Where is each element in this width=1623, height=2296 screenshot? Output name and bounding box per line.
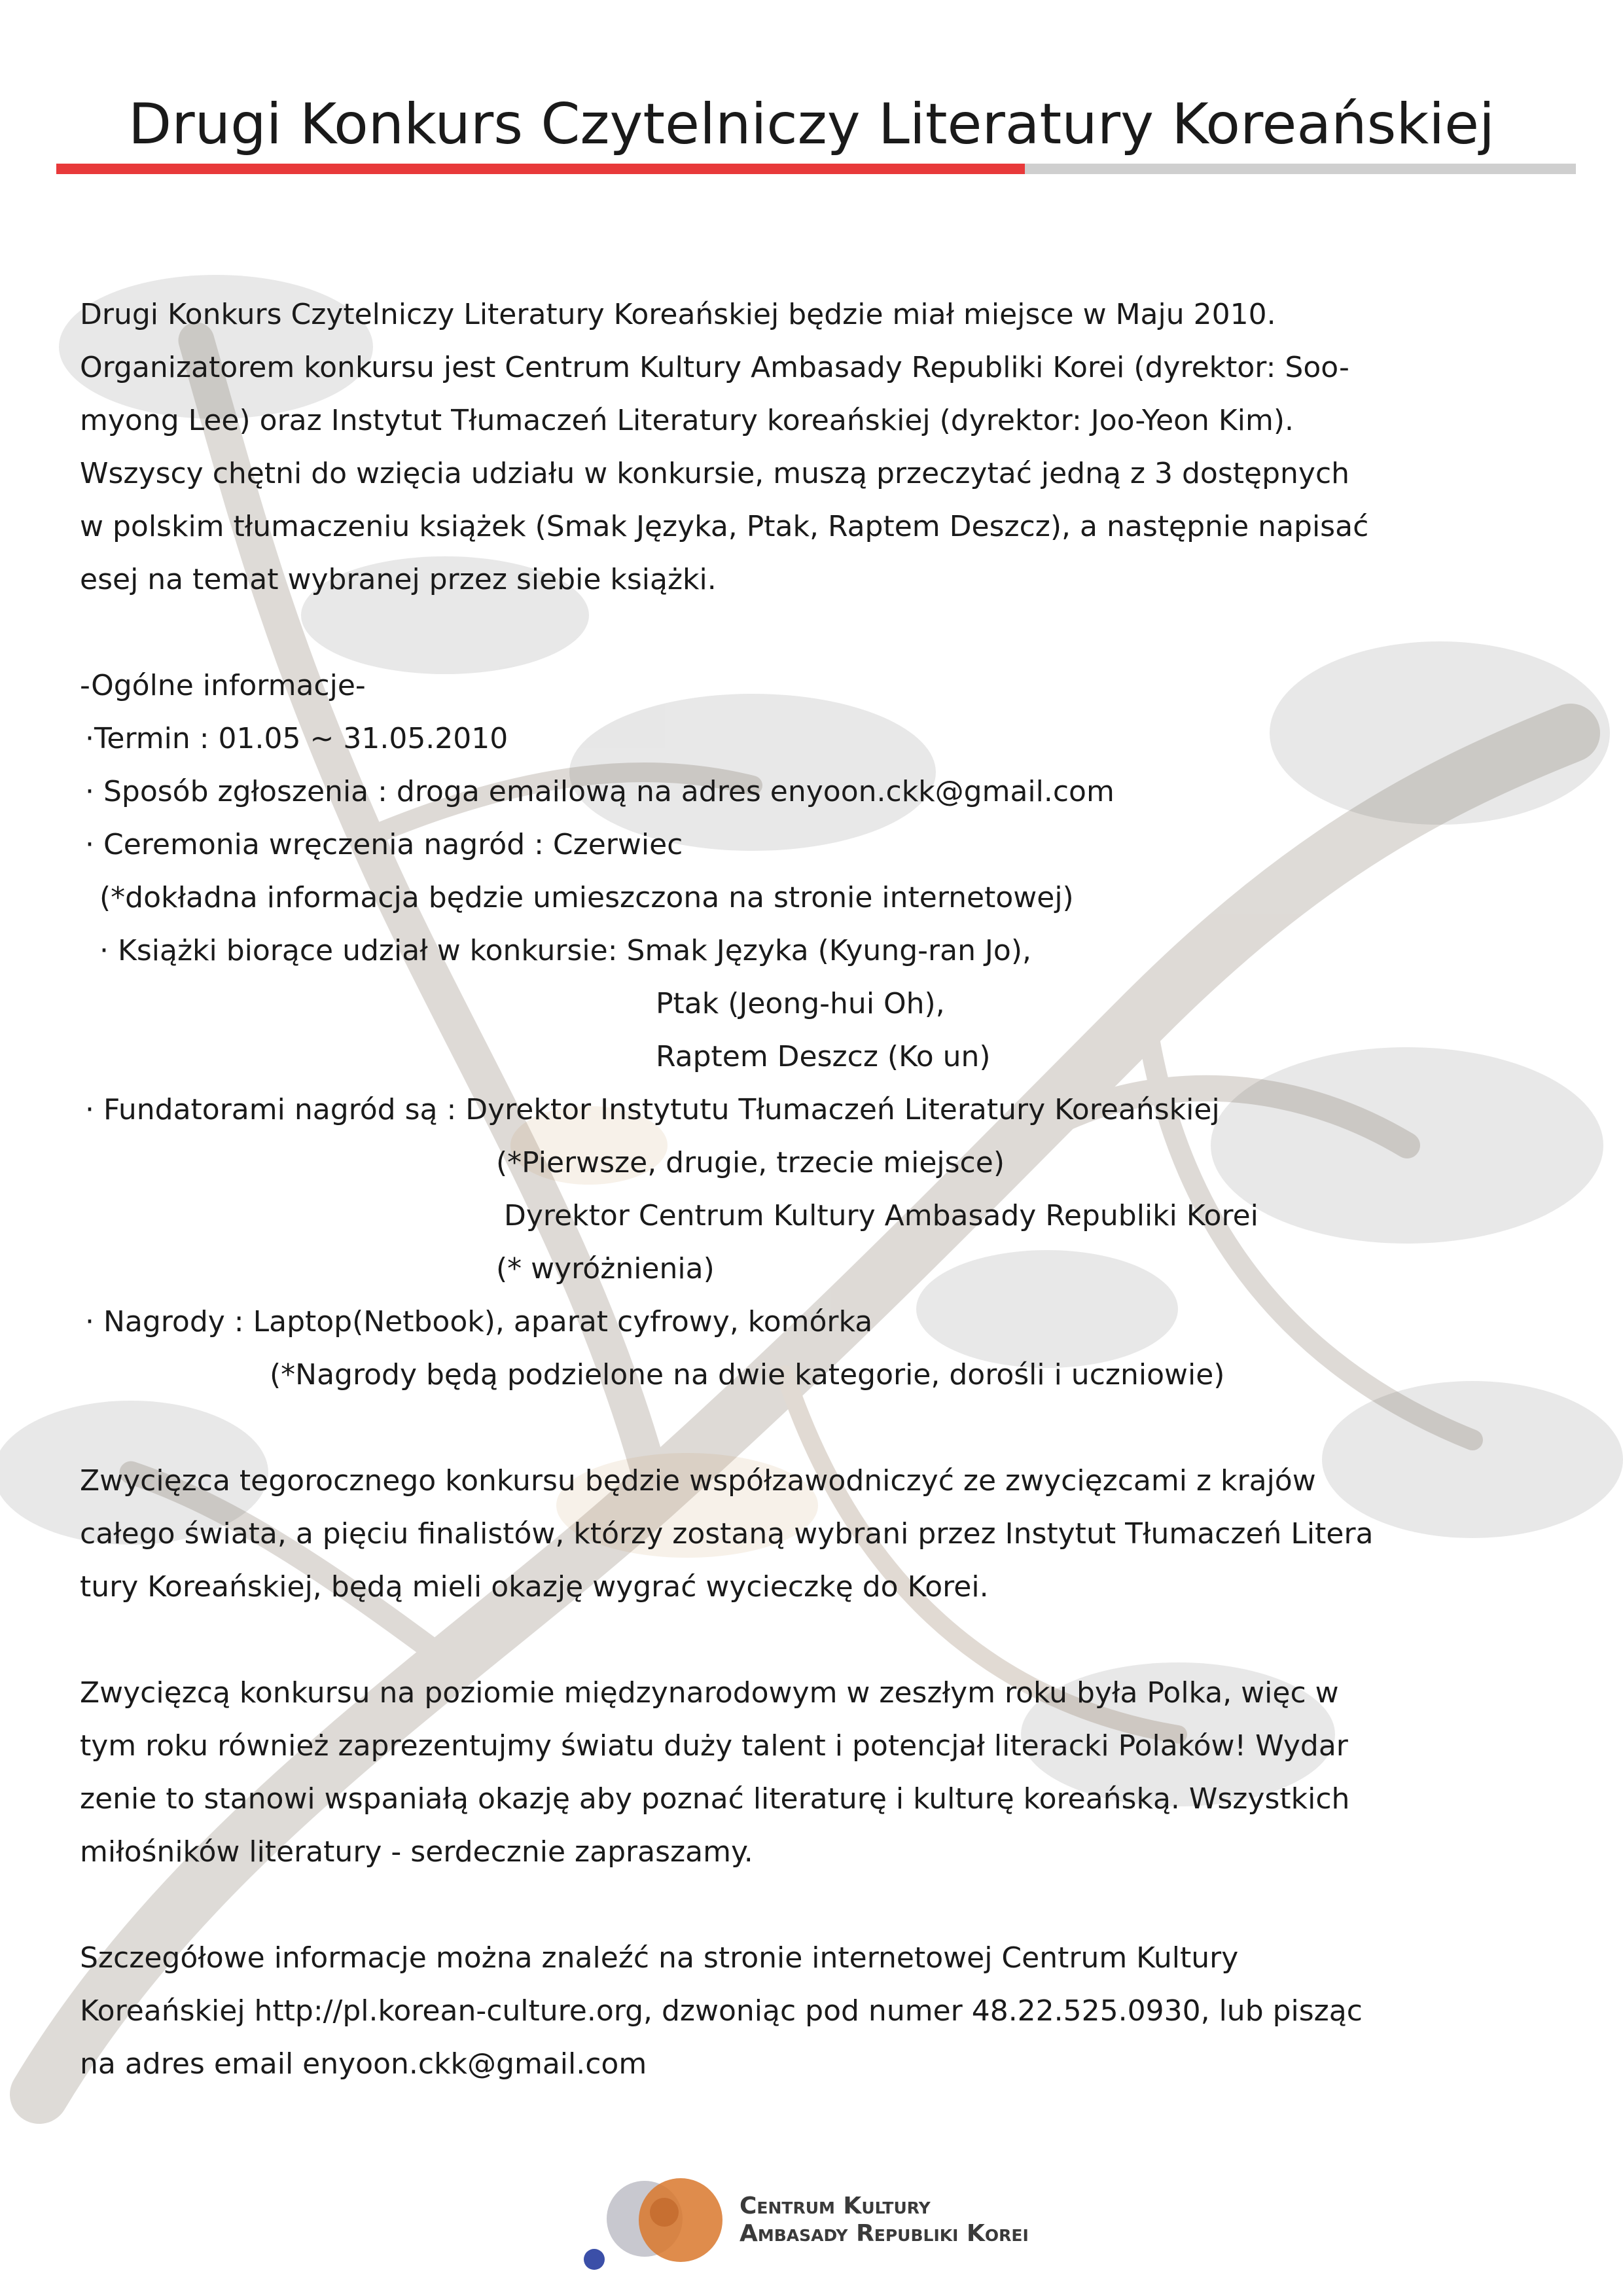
info-termin: ·Termin : 01.05 ~ 31.05.2010 (85, 722, 508, 755)
info-fundatorzy-3: Dyrektor Centrum Kultury Ambasady Republiki Korei (504, 1199, 1258, 1232)
info-fundatorzy-4: (* wyróżnienia) (496, 1252, 715, 1285)
text-line: Organizatorem konkursu jest Centrum Kultury Ambasady Republiki Korei (dyrektor: Soo- (80, 351, 1349, 384)
info-nagrody: · Nagrody : Laptop(Netbook), aparat cyfrowy, komórka (85, 1305, 873, 1338)
text-line: Zwycięzcą konkursu na poziomie międzynarodowym w zeszłym roku była Polka, więc w (80, 1676, 1339, 1710)
logo-wordmark (740, 2193, 1029, 2248)
text-line: zenie to stanowi wspaniałą okazję aby poznać literaturę i kulturę koreańską. Wszystkich (80, 1782, 1350, 1816)
text-line: tury Koreańskiej, będą mieli okazję wygrać wycieczkę do Korei. (80, 1570, 989, 1604)
info-fundatorzy-2: (*Pierwsze, drugie, trzecie miejsce) (496, 1146, 1005, 1179)
text-line: Zwycięzca tegorocznego konkursu będzie współzawodniczyć ze zwycięzcami z krajów (80, 1464, 1316, 1498)
info-ceremonia: · Ceremonia wręczenia nagród : Czerwiec (85, 828, 683, 861)
organizer-logo (582, 2173, 1080, 2271)
title-underline-red (56, 164, 1025, 174)
general-info-heading: -Ogólne informacje- (80, 669, 366, 702)
info-ceremonia-note: (*dokładna informacja będzie umieszczona na stronie internetowej) (99, 881, 1074, 914)
paragraph-invitation (80, 1666, 1546, 1878)
text-line: Szczegółowe informacje można znaleźć na stronie internetowej Centrum Kultury (80, 1941, 1239, 1975)
paragraph-contact (80, 1931, 1546, 2090)
overlapping-circles-logo-icon (582, 2173, 733, 2271)
document-body (80, 288, 1546, 2090)
info-ksiazki-2: Ptak (Jeong-hui Oh), (656, 987, 945, 1020)
info-fundatorzy: · Fundatorami nagród są : Dyrektor Instytutu Tłumaczeń Literatury Koreańskiej (85, 1093, 1220, 1126)
text-line: w polskim tłumaczeniu książek (Smak Języka, Ptak, Raptem Deszcz), a następnie napisać (80, 510, 1369, 543)
text-line: esej na temat wybranej przez siebie książki. (80, 563, 717, 596)
general-info-section (80, 659, 1546, 1401)
info-ksiazki: · Książki biorące udział w konkursie: Smak Języka (Kyung-ran Jo), (99, 934, 1031, 967)
text-line: myong Lee) oraz Instytut Tłumaczeń Literatury koreańskiej (dyrektor: Joo-Yeon Kim). (80, 404, 1294, 437)
info-ksiazki-3: Raptem Deszcz (Ko un) (656, 1040, 991, 1073)
logo-line-1: Centrum Kultury (740, 2193, 931, 2219)
info-nagrody-note: (*Nagrody będą podzielone na dwie kategorie, dorośli i uczniowie) (270, 1358, 1225, 1391)
text-line: całego świata, a pięciu finalistów, którzy zostaną wybrani przez Instytut Tłumaczeń Litera (80, 1517, 1374, 1551)
paragraph-winner (80, 1454, 1546, 1613)
text-line: Koreańskiej http://pl.korean-culture.org, dzwoniąc pod numer 48.22.525.0930, lub pisząc (80, 1994, 1363, 2028)
text-line: na adres email enyoon.ckk@gmail.com (80, 2047, 647, 2081)
logo-line-2: Ambasady Republiki Korei (740, 2220, 1029, 2247)
text-line: Drugi Konkurs Czytelniczy Literatury Koreańskiej będzie miał miejsce w Maju 2010. (80, 298, 1276, 331)
info-sposob: · Sposób zgłoszenia : droga emailową na adres enyoon.ckk@gmail.com (85, 775, 1115, 808)
title-underline-gray (1025, 164, 1576, 174)
intro-paragraph (80, 288, 1546, 606)
page-title: Drugi Konkurs Czytelniczy Literatury Koreańskiej (128, 92, 1495, 157)
text-line: tym roku również zaprezentujmy światu duży talent i potencjał literacki Polaków! Wydar (80, 1729, 1348, 1763)
text-line: miłośników literatury - serdecznie zapraszamy. (80, 1835, 753, 1869)
text-line: Wszyscy chętni do wzięcia udziału w konkursie, muszą przeczytać jedną z 3 dostępnych (80, 457, 1350, 490)
